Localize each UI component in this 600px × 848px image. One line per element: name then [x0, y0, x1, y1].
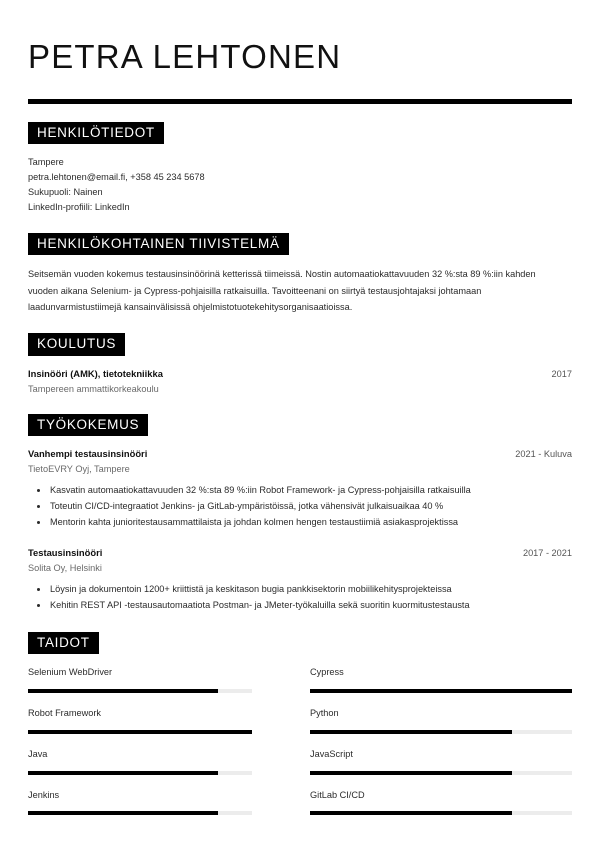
contact-list: [28, 155, 572, 215]
skill-item: [28, 707, 252, 748]
section-label-education: KOULUTUS: [28, 333, 125, 356]
skill-bar-fill: [310, 689, 572, 693]
skill-label: Selenium WebDriver: [28, 667, 113, 678]
section-label-experience: TYÖKOKEMUS: [28, 414, 148, 437]
experience-entry-head: [28, 546, 572, 561]
experience-date: 2017 - 2021: [522, 547, 572, 558]
skill-bar-track: [310, 811, 572, 815]
header-divider: [28, 99, 572, 104]
education-entry-head: [28, 367, 572, 382]
name-header: [28, 0, 572, 75]
experience-date: 2021 - Kuluva: [515, 449, 572, 460]
skill-item: [310, 707, 572, 748]
section-personal-details: [28, 122, 572, 215]
experience-entry: [28, 447, 572, 531]
experience-company: Solita Oy, Helsinki: [28, 562, 102, 573]
experience-bullet: Mentorin kahta junioritestausammattilaista ja johdan kolmen hengen testaustiimiä asiakasprojektissa: [28, 515, 572, 531]
skill-bar-track: [28, 730, 252, 734]
experience-company: TietoEVRY Oyj, Tampere: [28, 464, 130, 475]
section-education: [28, 333, 572, 396]
section-label-summary: HENKILÖKOHTAINEN TIIVISTELMÄ: [28, 233, 289, 256]
experience-job-title: Testausinsinööri: [28, 546, 103, 558]
skill-label: Robot Framework: [28, 707, 102, 718]
skill-bar-track: [310, 730, 572, 734]
skill-bar-track: [28, 689, 252, 693]
education-degree: Insinööri (AMK), tietotekniikka: [28, 367, 163, 379]
skill-item: [28, 666, 252, 707]
contact-line-linkedin: LinkedIn-profiili: LinkedIn: [28, 201, 130, 212]
experience-entry: [28, 546, 572, 614]
education-date: 2017: [551, 368, 572, 379]
skill-label: Python: [310, 707, 339, 718]
skill-item: [310, 789, 572, 830]
skill-bar-fill: [28, 811, 218, 815]
skill-label: GitLab CI/CD: [310, 789, 365, 800]
page-title: PETRA LEHTONEN: [28, 38, 342, 75]
experience-bullet-list: [28, 582, 572, 614]
experience-bullet: Toteutin CI/CD-integraatiot Jenkins- ja GitLab-ympäristöissä, jotka vähensivät julkaisuaikaa 40 %: [28, 499, 572, 515]
skill-bar-fill: [28, 689, 218, 693]
skill-item: [28, 789, 252, 830]
skill-bar-fill: [310, 730, 512, 734]
contact-line-gender: Sukupuoli: Nainen: [28, 186, 103, 197]
education-entry: [28, 367, 572, 396]
section-experience: [28, 414, 572, 614]
section-skills: [28, 632, 572, 830]
experience-bullet-list: [28, 483, 572, 530]
skills-grid: [28, 666, 572, 829]
skill-bar-fill: [310, 771, 512, 775]
skill-label: Jenkins: [28, 789, 60, 800]
skill-bar-track: [28, 811, 252, 815]
skill-label: Cypress: [310, 667, 344, 678]
contact-line-location: Tampere: [28, 157, 64, 168]
section-summary: [28, 233, 572, 316]
section-label-skills: TAIDOT: [28, 632, 99, 655]
skill-item: [310, 666, 572, 707]
skill-bar-track: [310, 771, 572, 775]
skill-bar-fill: [310, 811, 512, 815]
experience-entry-head: [28, 447, 572, 462]
skill-label: JavaScript: [310, 748, 353, 759]
experience-bullet: Kasvatin automaatiokattavuuden 32 %:sta 89 %:iin Robot Framework- ja Cypress-pohjaisilla ratkaisuilla: [28, 483, 572, 499]
skill-bar-fill: [28, 730, 252, 734]
skill-label: Java: [28, 748, 48, 759]
skill-item: [28, 748, 252, 789]
contact-line-email-phone: petra.lehtonen@email.fi, +358 45 234 5678: [28, 172, 205, 183]
experience-bullet: Löysin ja dokumentoin 1200+ kriittistä ja keskitason bugia pankkisektorin mobiilikehitysprojekteissa: [28, 582, 572, 598]
skill-bar-track: [28, 771, 252, 775]
summary-text: Seitsemän vuoden kokemus testausinsinöörinä ketterissä tiimeissä. Nostin automaatiokattavuuden 32 %:sta 89 %:iin kahden vuoden aikana Selenium- ja Cypress-pohjaisilla ratkaisuilla. Tavoitteenani on siirtyä testausjohtajaksi johtamaan laadunvarmistustiimejä kansainvälisissä ohjelmistotuotekehitysorganisaatioissa.: [28, 269, 536, 313]
experience-job-title: Vanhempi testausinsinööri: [28, 448, 148, 460]
skill-bar-track: [310, 689, 572, 693]
education-institution: Tampereen ammattikorkeakoulu: [28, 383, 159, 394]
section-label-personal-details: HENKILÖTIEDOT: [28, 122, 164, 145]
skill-item: [310, 748, 572, 789]
skill-bar-fill: [28, 771, 218, 775]
experience-bullet: Kehitin REST API -testausautomaatiota Postman- ja JMeter-työkaluilla sekä suoritin kuormitustestausta: [28, 598, 572, 614]
